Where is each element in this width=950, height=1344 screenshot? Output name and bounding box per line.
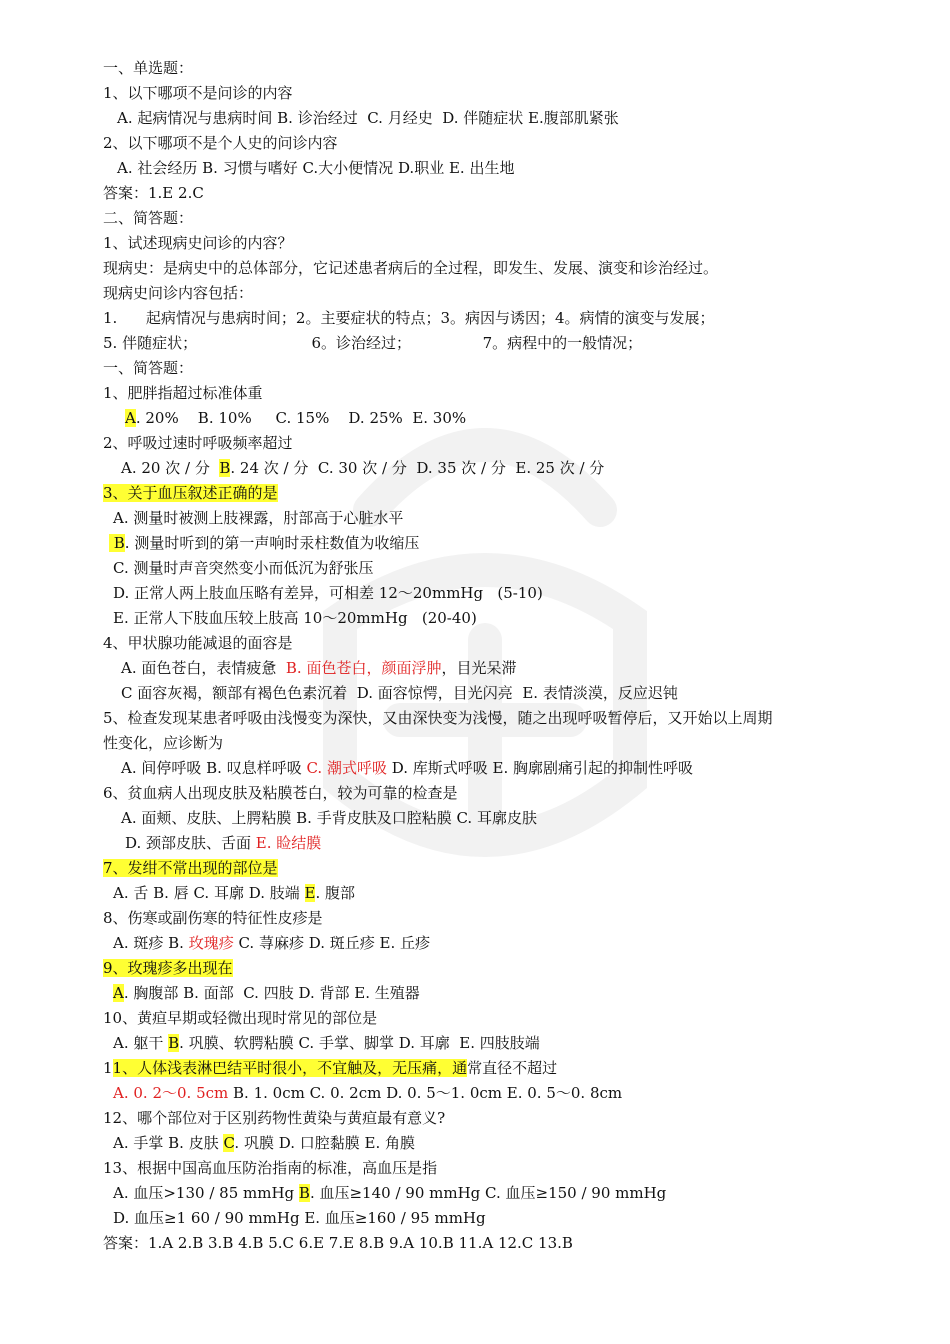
line-text: 1. 起病情况与患病时间；2。主要症状的特点；3。病因与诱因；4。病情的演变与发展； bbox=[103, 309, 715, 327]
highlighted-text: C bbox=[223, 1134, 235, 1152]
text-line bbox=[103, 431, 848, 456]
highlighted-text: 3、关于血压叙述正确的是 bbox=[103, 484, 278, 502]
text-line bbox=[103, 1056, 848, 1081]
line-text: ，目光呆滞 bbox=[441, 659, 517, 677]
text-line bbox=[103, 681, 848, 706]
answer-text: C. 潮式呼吸 bbox=[306, 759, 387, 777]
line-text: 4、甲状腺功能减退的面容是 bbox=[103, 634, 293, 652]
text-line bbox=[103, 256, 848, 281]
line-text: . 20% B. 10% C. 15% D. 25% E. 30% bbox=[135, 409, 467, 427]
line-text: A. 斑疹 B. bbox=[113, 934, 189, 952]
text-line bbox=[103, 56, 848, 81]
text-line bbox=[103, 1156, 848, 1181]
line-text: . 血压≥140 / 90 mmHg C. 血压≥150 / 90 mmHg bbox=[309, 1184, 667, 1202]
text-line bbox=[103, 81, 848, 106]
text-line bbox=[103, 306, 848, 331]
line-text: B. 1. 0cm C. 0. 2cm D. 0. 5～1. 0cm E. 0. 5～0. 8cm bbox=[228, 1084, 623, 1102]
answer-text: B. 面色苍白，颜面浮肿 bbox=[285, 659, 442, 677]
line-text: D. 血压≥1 60 / 90 mmHg E. 血压≥160 / 95 mmHg bbox=[113, 1209, 486, 1227]
line-text: A. 手掌 B. 皮肤 bbox=[113, 1134, 224, 1152]
highlighted-text: E bbox=[304, 884, 316, 902]
highlighted-text: B bbox=[109, 534, 125, 552]
text-line bbox=[103, 1031, 848, 1056]
document-body bbox=[103, 56, 848, 1256]
text-line bbox=[103, 531, 848, 556]
highlighted-text: 7、发绀不常出现的部位是 bbox=[103, 859, 278, 877]
text-line bbox=[103, 106, 848, 131]
line-text: E. 正常人下肢血压较上肢高 10～20mmHg (20-40) bbox=[113, 609, 477, 627]
text-line bbox=[103, 931, 848, 956]
text-line bbox=[103, 281, 848, 306]
line-text: . 腹部 bbox=[315, 884, 356, 902]
text-line bbox=[103, 756, 848, 781]
text-line bbox=[103, 356, 848, 381]
line-text: . 巩膜 D. 口腔黏膜 E. 角膜 bbox=[234, 1134, 416, 1152]
line-text: 5、检查发现某患者呼吸由浅慢变为深快，又由深快变为浅慢，随之出现呼吸暂停后，又开始以上周期 bbox=[103, 709, 773, 727]
line-text: 2、呼吸过速时呼吸频率超过 bbox=[103, 434, 293, 452]
text-line bbox=[103, 981, 848, 1006]
text-line bbox=[103, 231, 848, 256]
line-text: C. 测量时声音突然变小而低沉为舒张压 bbox=[113, 559, 374, 577]
text-line bbox=[103, 656, 848, 681]
line-text: 1、试述现病史问诊的内容？ bbox=[103, 234, 293, 252]
line-text: A. 社会经历 B. 习惯与嗜好 C.大小便情况 D.职业 E. 出生地 bbox=[117, 159, 515, 177]
line-text: D. 颈部皮肤、舌面 bbox=[125, 834, 256, 852]
line-text: 10、黄疸早期或轻微出现时常见的部位是 bbox=[103, 1009, 378, 1027]
line-text: 现病史：是病史中的总体部分，它记述患者病后的全过程，即发生、发展、演变和诊治经过。 bbox=[103, 259, 719, 277]
line-text: 6、贫血病人出现皮肤及粘膜苍白，较为可靠的检查是 bbox=[103, 784, 458, 802]
text-line bbox=[103, 731, 848, 756]
line-text: 一、简答题： bbox=[103, 359, 194, 377]
text-line bbox=[103, 1106, 848, 1131]
highlighted-text: 1、人体浅表淋巴结平时很小，不宜触及，无压痛，通 bbox=[112, 1059, 468, 1077]
text-line bbox=[103, 456, 848, 481]
line-text: 二、简答题： bbox=[103, 209, 194, 227]
line-text: . 24 次 / 分 C. 30 次 / 分 D. 35 次 / 分 E. 25 次 / 分 bbox=[230, 459, 605, 477]
line-text: A. 舌 B. 唇 C. 耳廓 D. 肢端 bbox=[113, 884, 305, 902]
line-text: A. 躯干 bbox=[113, 1034, 169, 1052]
line-text: 5. 伴随症状； 6。诊治经过； 7。病程中的一般情况； bbox=[103, 334, 643, 352]
text-line bbox=[103, 406, 848, 431]
text-line bbox=[103, 881, 848, 906]
text-line bbox=[103, 331, 848, 356]
text-line bbox=[103, 956, 848, 981]
line-text: D. 正常人两上肢血压略有差异，可相差 12～20mmHg (5-10) bbox=[113, 584, 543, 602]
text-line bbox=[103, 606, 848, 631]
text-line bbox=[103, 381, 848, 406]
line-text: 1 bbox=[103, 1059, 113, 1077]
text-line bbox=[103, 131, 848, 156]
text-line bbox=[103, 1231, 848, 1256]
line-text: 13、根据中国高血压防治指南的标准，高血压是指 bbox=[103, 1159, 438, 1177]
line-text: . 巩膜、软腭粘膜 C. 手掌、脚掌 D. 耳廓 E. 四肢肢端 bbox=[179, 1034, 540, 1052]
line-text: A. 20 次 / 分 bbox=[121, 459, 220, 477]
answer-text: A. 0. 2～0. 5cm bbox=[113, 1084, 229, 1102]
text-line bbox=[103, 906, 848, 931]
text-line bbox=[103, 156, 848, 181]
line-text: 现病史问诊内容包括： bbox=[103, 284, 254, 302]
text-line bbox=[103, 831, 848, 856]
text-line bbox=[103, 481, 848, 506]
line-text: D. 库斯式呼吸 E. 胸廓剧痛引起的抑制性呼吸 bbox=[386, 759, 694, 777]
line-text: . 胸腹部 B. 面部 C. 四肢 D. 背部 E. 生殖器 bbox=[123, 984, 420, 1002]
text-line bbox=[103, 781, 848, 806]
line-text: 12、哪个部位对于区别药物性黄染与黄疸最有意义? bbox=[103, 1109, 446, 1127]
text-line bbox=[103, 856, 848, 881]
text-line bbox=[103, 556, 848, 581]
highlighted-text: B bbox=[298, 1184, 310, 1202]
line-text: A. 起病情况与患病时间 B. 诊治经过 C. 月经史 D. 伴随症状 E.腹部肌紧张 bbox=[117, 109, 619, 127]
highlighted-text: B bbox=[219, 459, 231, 477]
line-text: 答案：1.E 2.C bbox=[103, 184, 204, 202]
line-text: A. 间停呼吸 B. 叹息样呼吸 bbox=[121, 759, 307, 777]
line-text: 1、肥胖指超过标准体重 bbox=[103, 384, 263, 402]
text-line bbox=[103, 706, 848, 731]
text-line bbox=[103, 581, 848, 606]
answer-text: E. 睑结膜 bbox=[255, 834, 322, 852]
line-text: A. 面颊、皮肤、上腭粘膜 B. 手背皮肤及口腔粘膜 C. 耳廓皮肤 bbox=[121, 809, 537, 827]
text-line bbox=[103, 181, 848, 206]
highlighted-text: A bbox=[113, 984, 124, 1002]
line-text: 2、以下哪项不是个人史的问诊内容 bbox=[103, 134, 338, 152]
text-line bbox=[103, 1131, 848, 1156]
text-line bbox=[103, 1081, 848, 1106]
line-text: 1、以下哪项不是问诊的内容 bbox=[103, 84, 293, 102]
line-text: 答案：1.A 2.B 3.B 4.B 5.C 6.E 7.E 8.B 9.A 10.B 11.A 12.C 13.B bbox=[103, 1234, 573, 1252]
text-line bbox=[103, 806, 848, 831]
line-text: . 测量时听到的第一声响时汞柱数值为收缩压 bbox=[124, 534, 420, 552]
answer-text: 玫瑰疹 bbox=[188, 934, 234, 952]
text-line bbox=[103, 1006, 848, 1031]
text-line bbox=[103, 631, 848, 656]
highlighted-text: A bbox=[125, 409, 136, 427]
line-text: C 面容灰褐，额部有褐色色素沉着 D. 面容惊愕，目光闪亮 E. 表情淡漠，反应迟钝 bbox=[121, 684, 678, 702]
text-line bbox=[103, 1181, 848, 1206]
line-text: A. 血压>130 / 85 mmHg bbox=[113, 1184, 299, 1202]
text-line bbox=[103, 1206, 848, 1231]
line-text: C. 荨麻疹 D. 斑丘疹 E. 丘疹 bbox=[233, 934, 431, 952]
line-text: 常直径不超过 bbox=[467, 1059, 558, 1077]
highlighted-text: 9、玫瑰疹多出现在 bbox=[103, 959, 233, 977]
text-line bbox=[103, 206, 848, 231]
text-line bbox=[103, 506, 848, 531]
highlighted-text: B bbox=[168, 1034, 180, 1052]
line-text: 一、单选题： bbox=[103, 59, 194, 77]
line-text: A. 面色苍白，表情疲惫 bbox=[121, 659, 286, 677]
line-text: A. 测量时被测上肢裸露，肘部高于心脏水平 bbox=[113, 509, 404, 527]
line-text: 8、伤寒或副伤寒的特征性皮疹是 bbox=[103, 909, 323, 927]
line-text: 性变化，应诊断为 bbox=[103, 734, 224, 752]
